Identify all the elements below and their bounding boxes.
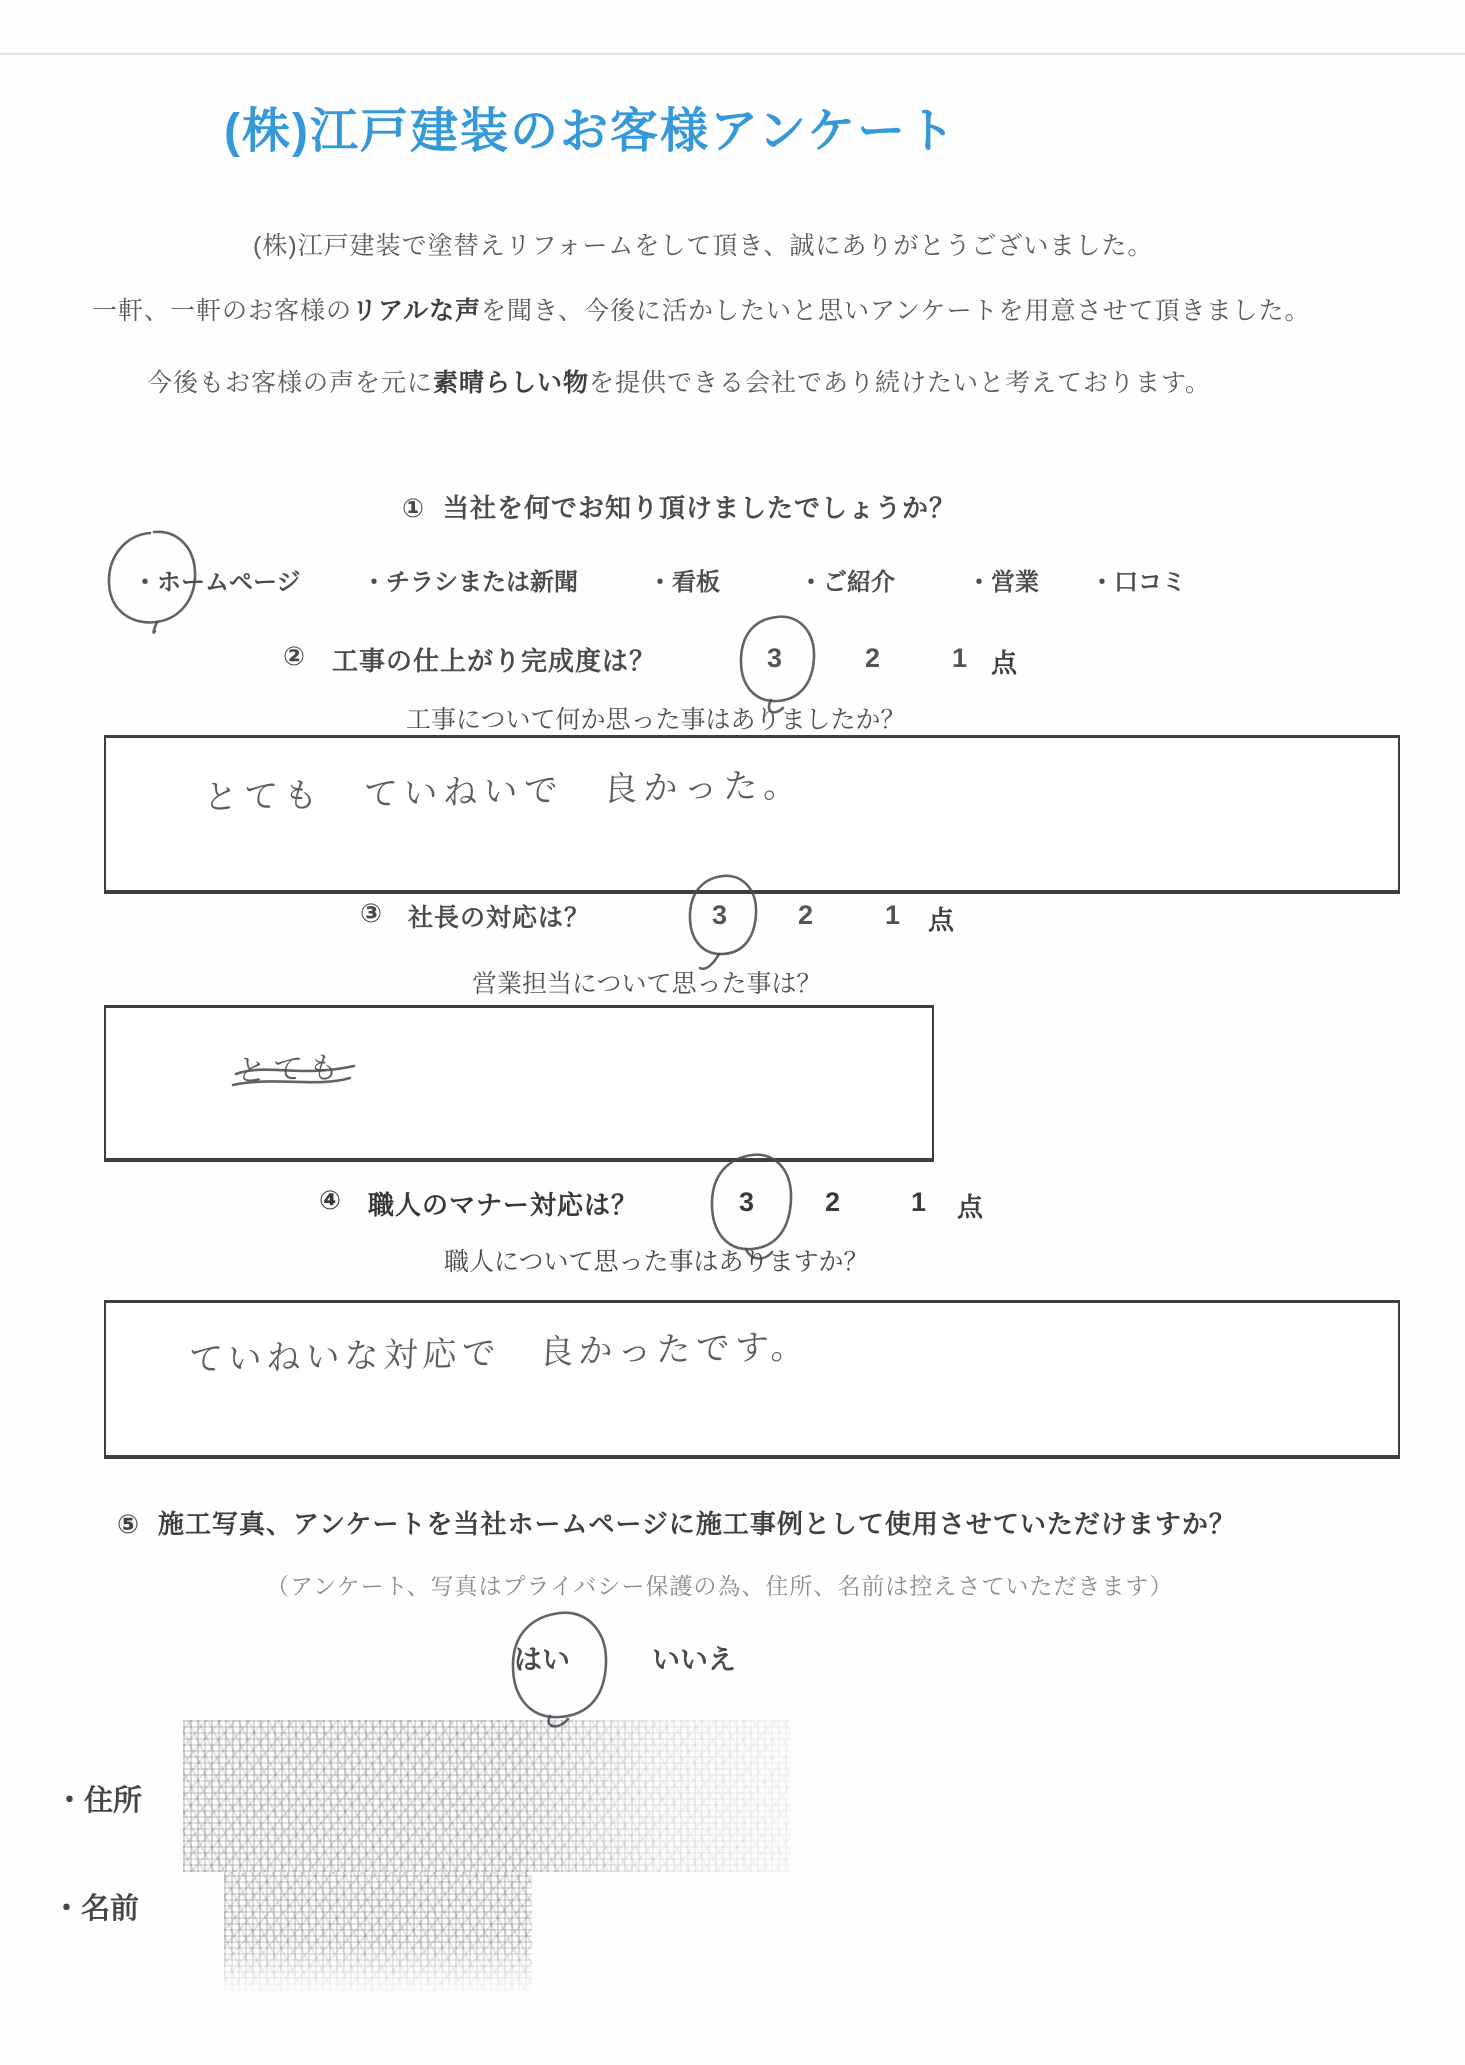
option-word-of-mouth: ・口コミ: [1090, 569, 1186, 596]
question-5-heading: [117, 1504, 1236, 1541]
question-2-score-unit: 点: [991, 648, 1018, 678]
question-2-text: 工事の仕上がり完成度は？: [332, 646, 657, 676]
handwritten-answer-sales: とても: [235, 1050, 346, 1090]
option-flyer-newspaper: ・チラシまたは新聞: [362, 569, 578, 596]
handwritten-answer-craftsmen: ていねいな対応で 良かったです。: [187, 1326, 811, 1381]
question-3-score-1: 1: [885, 900, 901, 930]
address-label: ・住所: [55, 1785, 143, 1817]
question-2-number: ②: [283, 641, 307, 671]
intro-paragraph-2: [92, 291, 1311, 327]
question-5-number: ⑤: [117, 1509, 141, 1539]
intro-3-bold: 素晴らしい物: [433, 369, 590, 397]
name-label: ・名前: [52, 1893, 140, 1925]
question-3-score-2: 2: [798, 900, 814, 930]
question-1-text: 当社を何でお知り頂けましたでしょうか？: [443, 493, 957, 523]
question-3-score-3: 3: [712, 900, 728, 930]
redacted-address-value: [183, 1720, 790, 1872]
intro-paragraph-1: (株)江戸建装で塗替えリフォームをして頂き、誠にありがとうございました。: [253, 232, 1154, 260]
question-1-number: ①: [402, 493, 426, 523]
question-4-score-1: 1: [911, 1187, 927, 1217]
question-3-number: ③: [360, 898, 384, 928]
option-sales: ・営業: [967, 569, 1039, 596]
redacted-name-value: [224, 1872, 532, 1997]
option-signboard: ・看板: [648, 569, 720, 596]
question-4-followup: 職人について思った事はありますか？: [444, 1248, 869, 1276]
option-referral: ・ご紹介: [799, 569, 895, 596]
handwritten-answer-construction: とても ていねいで 良かった。: [202, 765, 805, 819]
no-label: いいえ: [652, 1644, 737, 1675]
question-3-score-unit: 点: [928, 905, 955, 935]
question-4-score-3: 3: [739, 1187, 755, 1217]
option-homepage: ・ホームページ: [133, 569, 301, 596]
intro-2-post: を聞き、今後に活かしたいと思いアンケートを用意させて頂きました。: [481, 297, 1311, 325]
question-2-followup: 工事について何か思った事はありましたか？: [406, 706, 906, 734]
scan-artifact-line: [0, 53, 1465, 55]
answer-box-sales: [104, 1005, 934, 1162]
question-5-text: 施工写真、アンケートを当社ホームページに施工事例として使用させていただけますか？: [158, 1509, 1236, 1539]
question-2-score-1: 1: [952, 643, 968, 673]
question-4-score-unit: 点: [957, 1192, 984, 1222]
question-2-score-3: 3: [767, 643, 783, 673]
yes-label: はい: [514, 1644, 571, 1675]
question-4-text: 職人のマナー対応は？: [368, 1190, 639, 1220]
question-4-score-2: 2: [825, 1187, 841, 1217]
intro-3-pre: 今後もお客様の声を元に: [147, 369, 434, 397]
question-3-text: 社長の対応は？: [408, 904, 591, 932]
intro-paragraph-3: [147, 363, 1211, 399]
page-title: (株)江戸建装のお客様アンケート: [224, 105, 958, 158]
intro-3-post: を提供できる会社であり続けたいと考えております。: [589, 369, 1212, 397]
question-2-score-2: 2: [865, 643, 881, 673]
privacy-note: （アンケート、写真はプライバシー保護の為、住所、名前は控えさていただきます）: [266, 1573, 1174, 1599]
intro-2-bold: リアルな声: [352, 297, 482, 325]
question-4-number: ④: [319, 1185, 343, 1215]
intro-2-pre: 一軒、一軒のお客様の: [92, 297, 353, 325]
question-1-heading: [402, 488, 956, 525]
question-3-followup: 営業担当について思った事は？: [472, 970, 822, 998]
